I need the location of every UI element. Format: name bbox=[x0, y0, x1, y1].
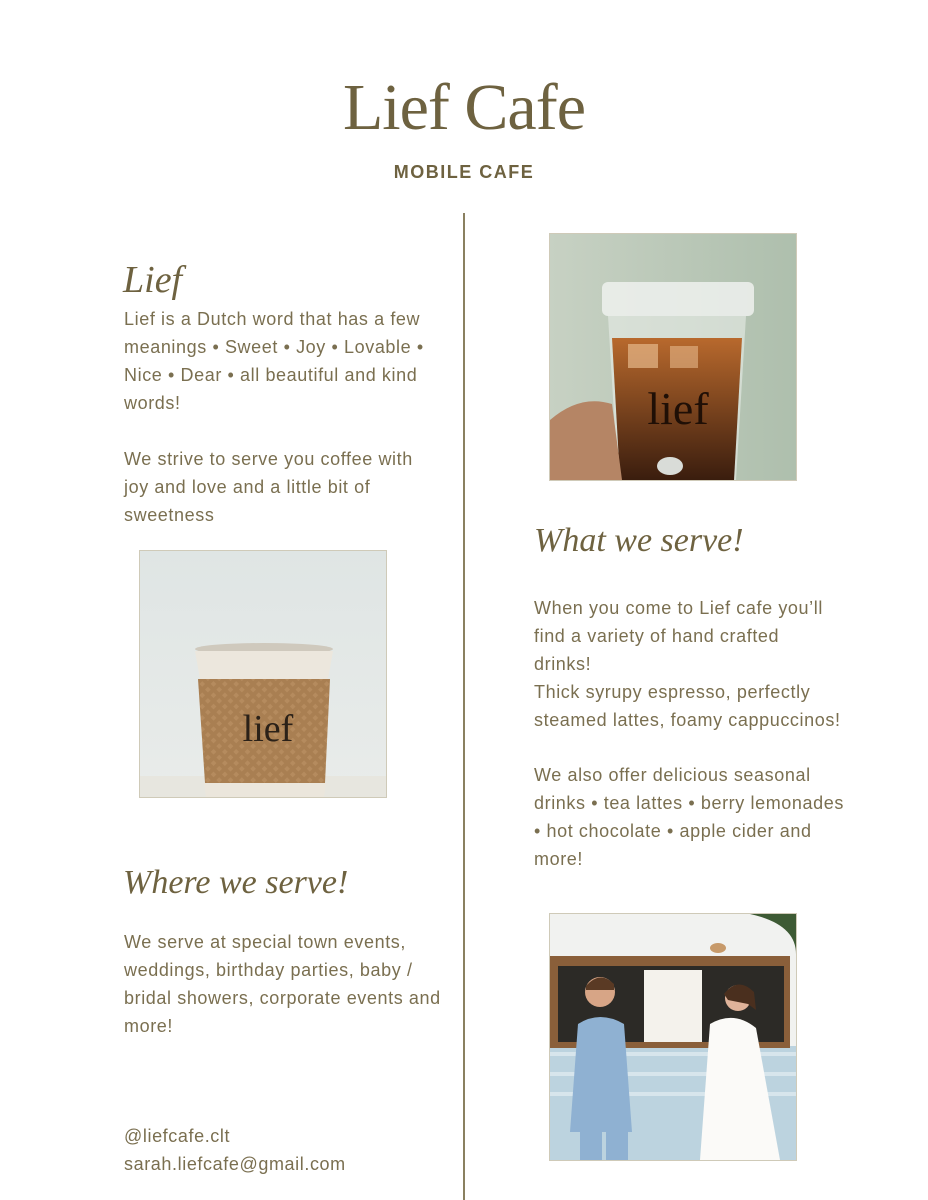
lief-heading: Lief bbox=[123, 259, 183, 301]
column-divider bbox=[463, 213, 465, 1200]
page-title: Lief Cafe bbox=[342, 71, 585, 144]
instagram-handle: @liefcafe.clt bbox=[124, 1126, 231, 1146]
what-paragraph-2: Thick syrupy espresso, perfectly steamed lattes, foamy cappuccinos! bbox=[534, 682, 841, 730]
what-paragraph-1: When you come to Lief cafe you’ll find a variety of hand crafted drinks! bbox=[534, 598, 823, 674]
lief-paragraph-1: Lief is a Dutch word that has a few meanings • Sweet • Joy • Lovable • Nice • Dear • all beautiful and kind words! bbox=[124, 309, 424, 413]
iced-coffee-photo bbox=[549, 233, 797, 481]
where-heading: Where we serve! bbox=[123, 864, 349, 901]
email-address: sarah.liefcafe@gmail.com bbox=[124, 1154, 346, 1174]
where-paragraph: We serve at special town events, weddings, birthday parties, baby / bridal showers, corporate events and more! bbox=[124, 932, 441, 1036]
lief-paragraph-2: We strive to serve you coffee with joy and love and a little bit of sweetness bbox=[124, 449, 413, 525]
page-subtitle: MOBILE CAFE bbox=[393, 162, 535, 182]
coffee-cup-photo bbox=[139, 550, 387, 798]
what-paragraph-3: We also offer delicious seasonal drinks • tea lattes • berry lemonades • hot chocolate • apple cider and more! bbox=[534, 765, 844, 869]
couple-trailer-photo bbox=[549, 913, 797, 1161]
cup-logo: lief bbox=[647, 383, 709, 434]
sleeve-logo: lief bbox=[242, 708, 294, 750]
what-heading: What we serve! bbox=[534, 522, 744, 559]
